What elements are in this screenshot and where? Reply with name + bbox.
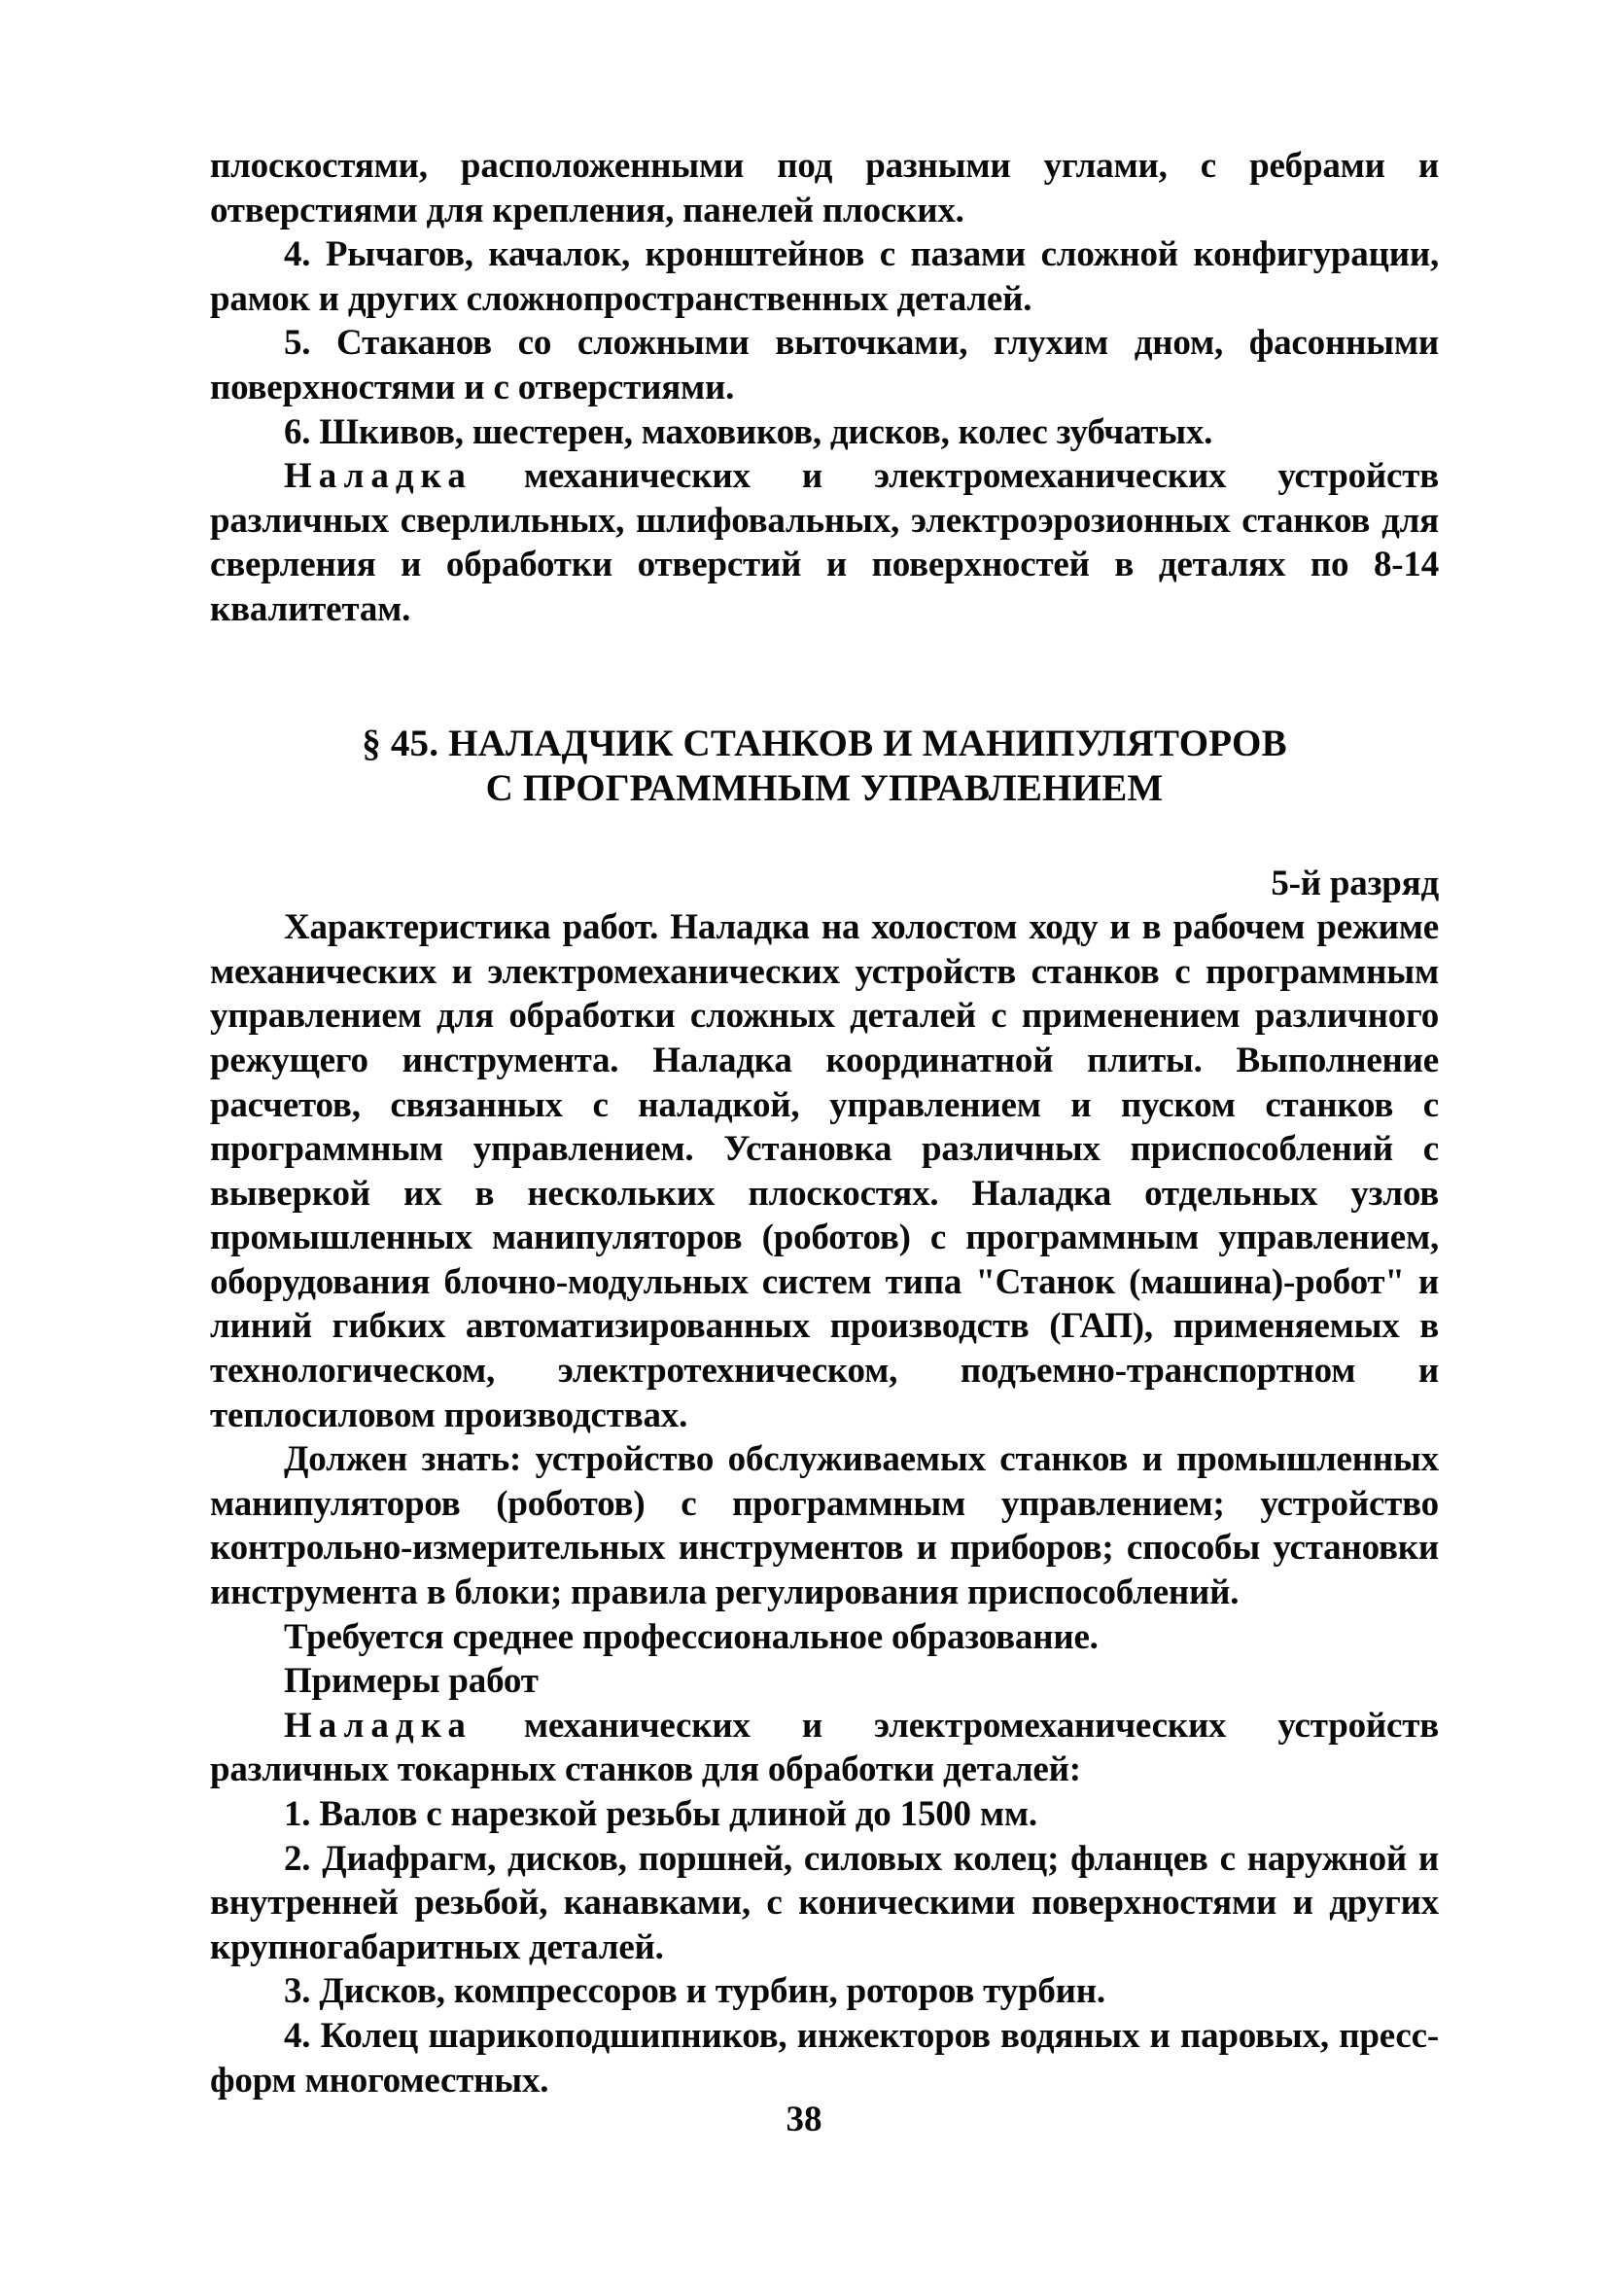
list-item: 2. Диафрагм, дисков, поршней, силовых колец; фланцев с наружной и внутренней резьбой, канавками, с коническими поверхностями и других крупногабаритных деталей. xyxy=(210,1838,1439,1967)
spaced-lead-word: Наладка xyxy=(284,1705,472,1746)
examples-heading: Примеры работ xyxy=(284,1661,539,1702)
examples-intro xyxy=(210,1704,1439,1792)
section-title xyxy=(210,722,1439,811)
section-title-line: С ПРОГРАММНЫМ УПРАВЛЕНИЕМ xyxy=(485,766,1164,809)
section-title-line: § 45. НАЛАДЧИК СТАНКОВ И МАНИПУЛЯТОРОВ xyxy=(362,722,1287,764)
list-item: 4. Рычагов, качалок, кронштейнов с пазами сложной конфигурации, рамок и других сложнопространственных деталей. xyxy=(210,234,1439,319)
list-item: 4. Колец шарикоподшипников, инжекторов водяных и паровых, пресс-форм многоместных. xyxy=(210,2015,1439,2101)
paragraph-continuation: плоскостями, расположенными под разными углами, с ребрами и отверстиями для крепления, панелей плоских. xyxy=(210,146,1439,230)
characteristics-label: Характеристика работ xyxy=(284,907,650,948)
spaced-lead-word: Наладка xyxy=(284,456,472,497)
must-know-label: Должен знать xyxy=(284,1439,510,1480)
must-know-text: : устройство обслуживаемых станков и промышленных манипуляторов (роботов) с программным управлением; устройство контрольно-измерительных инструментов и приборов; способы установки инструмента в блоки; правила регулирования приспособлений. xyxy=(210,1439,1439,1613)
must-know-paragraph xyxy=(210,1437,1439,1614)
list-item: 3. Дисков, компрессоров и турбин, роторов турбин. xyxy=(284,1971,1105,2012)
rank-label: 5-й разряд xyxy=(1271,863,1439,903)
paragraph-setup xyxy=(210,454,1439,631)
characteristics-paragraph xyxy=(210,905,1439,1437)
page-body xyxy=(210,144,1439,2102)
page-number: 38 xyxy=(786,2100,822,2139)
paragraph-text: механических и электромеханических устройств различных сверлильных, шлифовальных, электроэрозионных станков для сверления и обработки отверстий и поверхностей в деталях по 8-14 квалитетам. xyxy=(210,456,1439,629)
education-paragraph: Требуется среднее профессиональное образование. xyxy=(284,1616,1099,1657)
list-item: 1. Валов с нарезкой резьбы длиной до 1500 мм. xyxy=(284,1794,1037,1834)
list-item: 6. Шкивов, шестерен, маховиков, дисков, колес зубчатых. xyxy=(284,411,1213,452)
list-item: 5. Стаканов со сложными выточками, глухим дном, фасонными поверхностями и с отверстиями. xyxy=(210,323,1439,407)
characteristics-text: . Наладка на холостом ходу и в рабочем режиме механических и электромеханических устройств станков с программным управлением для обработки сложных деталей с применением различного режущего инструмента. Наладка координатной плиты. Выполнение расчетов, связанных с наладкой, управлением и пуском станков с программным управлением. Установка различных приспособлений с выверкой их в нескольких плоскостях. Наладка отдельных узлов промышленных манипуляторов (роботов) с программным управлением, оборудования блочно-модульных систем типа "Станок (машина)-робот" и линий гибких автоматизированных производств (ГАП), применяемых в технологическом, электротехническом, подъемно-транспортном и теплосиловом производствах. xyxy=(210,907,1439,1435)
examples-intro-text: механических и электромеханических устройств различных токарных станков для обработки деталей: xyxy=(210,1705,1439,1790)
